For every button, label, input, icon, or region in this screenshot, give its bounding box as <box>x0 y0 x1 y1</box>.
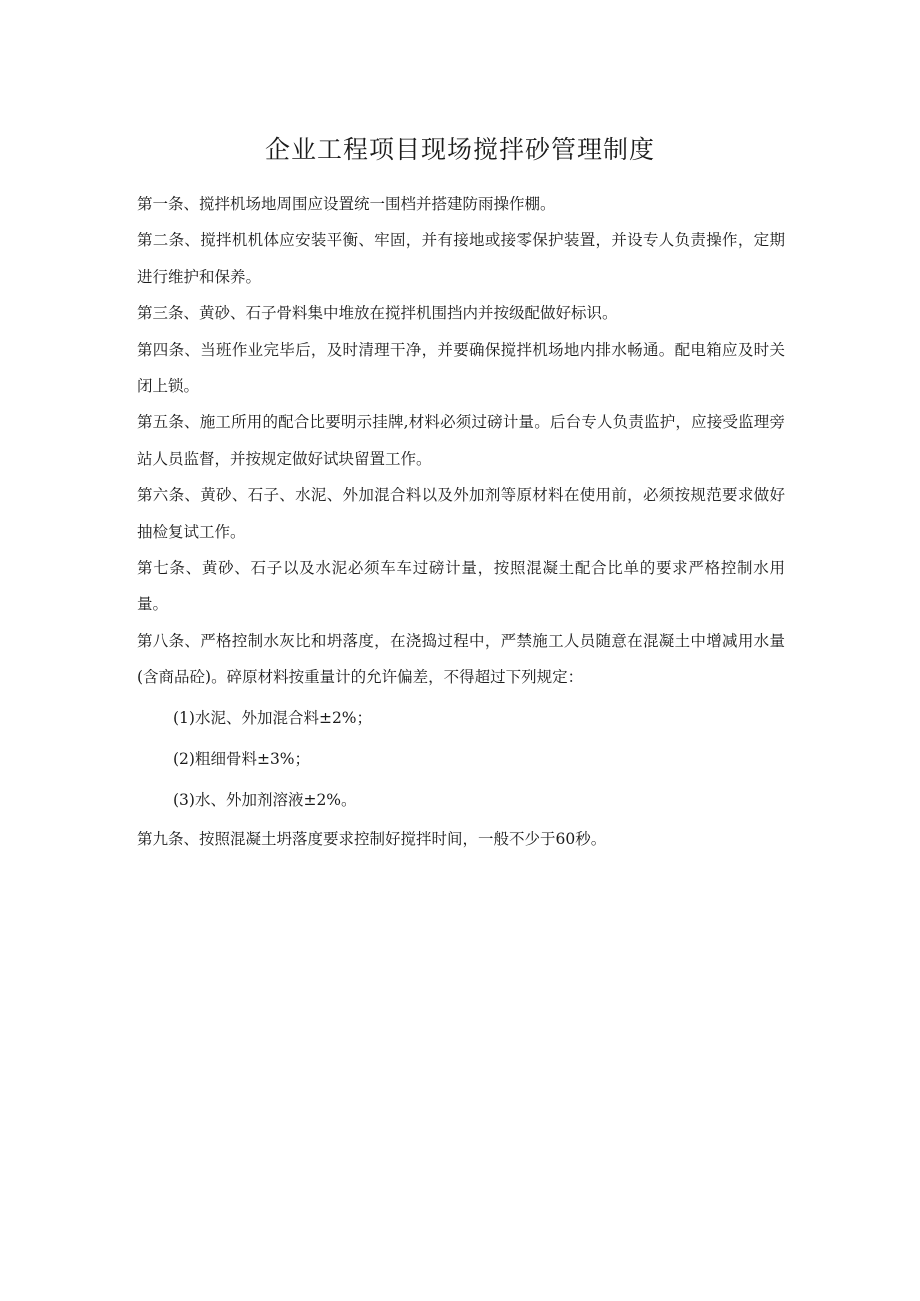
article-2: 第二条、搅拌机机体应安装平衡、牢固，并有接地或接零保护装置，并设专人负责操作，定期进行维护和保养。 <box>137 231 785 286</box>
list-item: (1)水泥、外加混合料±2%； <box>173 708 373 727</box>
article-1: 第一条、搅拌机场地周围应设置统一围档并搭建防雨操作棚。 <box>137 195 556 213</box>
article-7: 第七条、黄砂、石子以及水泥必须车车过磅计量，按照混凝土配合比单的要求严格控制水用量。 <box>137 559 785 614</box>
list-item: (2)粗细骨料±3%； <box>173 749 311 768</box>
article-8: 第八条、严格控制水灰比和坍落度，在浇捣过程中，严禁施工人员随意在混凝土中增减用水量(含商品砼)。碎原材料按重量计的允许偏差，不得超过下列规定： <box>137 631 785 687</box>
tolerance-list <box>137 696 785 821</box>
document-title: 企业工程项目现场搅拌砂管理制度 <box>264 135 655 164</box>
document-body <box>137 186 785 857</box>
article-3: 第三条、黄砂、石子骨料集中堆放在搅拌机围挡内并按级配做好标识。 <box>137 304 618 323</box>
article-6: 第六条、黄砂、石子、水泥、外加混合料以及外加剂等原材料在使用前，必须按规范要求做好抽检复试工作。 <box>137 486 785 541</box>
article-4: 第四条、当班作业完毕后，及时清理干净，并要确保搅拌机场地内排水畅通。配电箱应及时关闭上锁。 <box>137 340 785 396</box>
list-item: (3)水、外加剂溶液±2%。 <box>173 790 357 809</box>
article-5: 第五条、施工所用的配合比要明示挂牌,材料必须过磅计量。后台专人负责监护，应接受监理旁站人员监督，并按规定做好试块留置工作。 <box>137 413 785 468</box>
article-9: 第九条、按照混凝土坍落度要求控制好搅拌时间，一般不少于60秒。 <box>137 829 607 848</box>
